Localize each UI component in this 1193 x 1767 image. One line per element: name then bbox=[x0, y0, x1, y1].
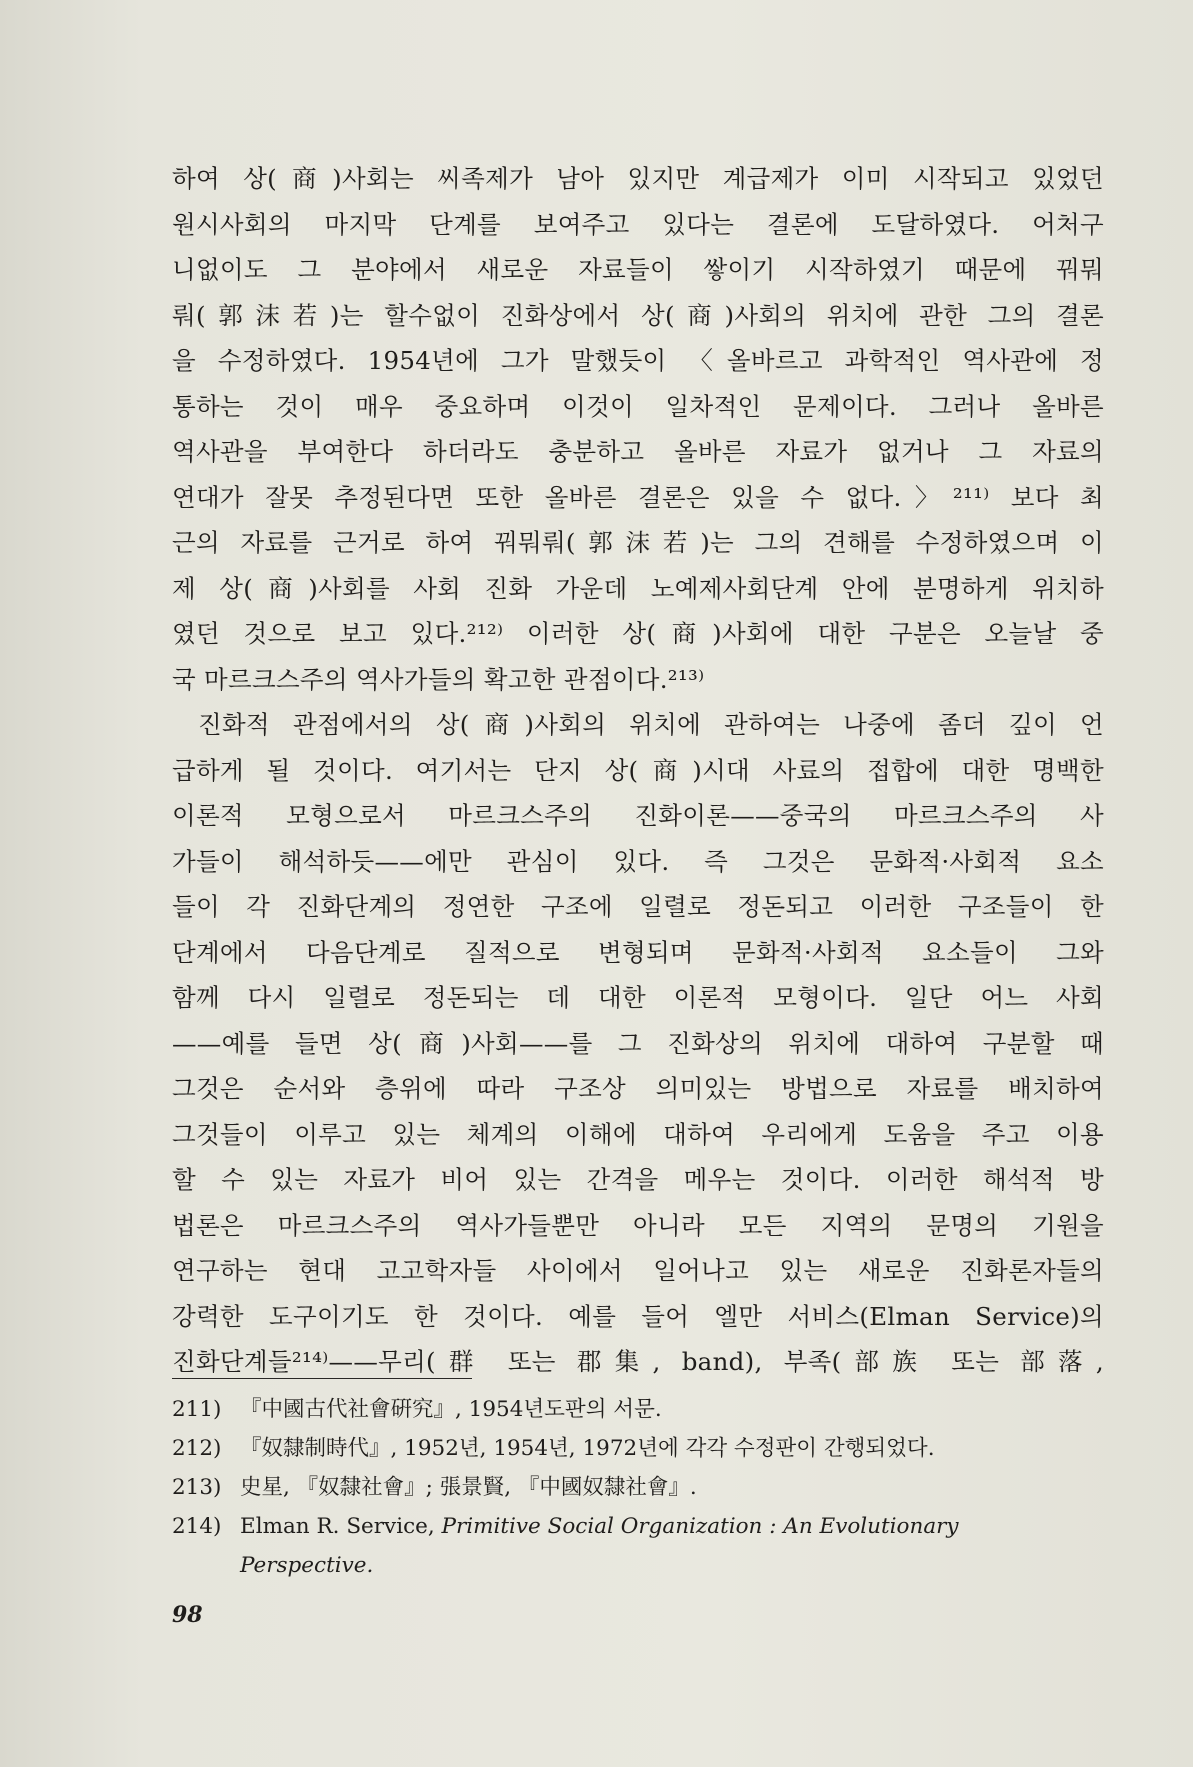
text-line: 단계에서 다음단계로 질적으로 변형되며 문화적·사회적 요소들이 그와 bbox=[172, 937, 1104, 967]
text-line: 들이 각 진화단계의 정연한 구조에 일렬로 정돈되고 이러한 구조들이 한 bbox=[172, 892, 1104, 921]
text-line: 국 마르크스주의 역사가들의 확고한 관점이다.²¹³⁾ bbox=[172, 664, 705, 694]
text-line: 할 수 있는 자료가 비어 있는 간격을 메우는 것이다. 이러한 해석적 방 bbox=[172, 1165, 1104, 1194]
text-line: 뤄(郭沫若)는 할수없이 진화상에서 상(商)사회의 위치에 관한 그의 결론 bbox=[172, 300, 1104, 330]
body-text bbox=[172, 156, 1104, 1385]
text-line: 그것들이 이루고 있는 체계의 이해에 대하여 우리에게 도움을 주고 이용 bbox=[172, 1119, 1104, 1149]
footnote-text: 『中國古代社會硏究』, 1954년도판의 서문. bbox=[240, 1397, 662, 1422]
footnote-text: 『奴隸制時代』, 1952년, 1954년, 1972년에 각각 수정판이 간행되었다. bbox=[240, 1436, 935, 1461]
footnotes bbox=[172, 1390, 1104, 1585]
footnote-214-continued: Perspective. bbox=[240, 1553, 374, 1578]
text-line: 을 수정하였다. 1954년에 그가 말했듯이 〈올바르고 과학적인 역사관에 정 bbox=[172, 346, 1104, 375]
text-line: 였던 것으로 보고 있다.²¹²⁾ 이러한 상(商)사회에 대한 구분은 오늘날 중 bbox=[172, 619, 1104, 648]
footnote-213 bbox=[172, 1468, 1104, 1507]
text-line: 진화적 관점에서의 상(商)사회의 위치에 관하여는 나중에 좀더 깊이 언 bbox=[198, 710, 1104, 739]
footnote-title: Primitive Social Organization : An Evolutionary bbox=[441, 1514, 959, 1539]
text-line: 그것은 순서와 층위에 따라 구조상 의미있는 방법으로 자료를 배치하여 bbox=[172, 1074, 1104, 1103]
text-line: 강력한 도구이기도 한 것이다. 예를 들어 엘만 서비스(Elman Service)의 bbox=[172, 1301, 1104, 1331]
text-line: 함께 다시 일렬로 정돈되는 데 대한 이론적 모형이다. 일단 어느 사회 bbox=[172, 983, 1104, 1012]
text-line: 통하는 것이 매우 중요하며 이것이 일차적인 문제이다. 그러나 올바른 bbox=[172, 391, 1104, 421]
text-line: 급하게 될 것이다. 여기서는 단지 상(商)시대 사료의 접합에 대한 명백한 bbox=[172, 755, 1104, 785]
footnote-number: 213) bbox=[172, 1475, 222, 1500]
footnote-number: 214) bbox=[172, 1514, 222, 1539]
text-line: 가들이 해석하듯——에만 관심이 있다. 즉 그것은 문화적·사회적 요소 bbox=[172, 846, 1104, 876]
page-number: 98 bbox=[172, 1602, 203, 1628]
text-line: 이론적 모형으로서 마르크스주의 진화이론——중국의 마르크스주의 사 bbox=[172, 801, 1104, 830]
text-line: 근의 자료를 근거로 하여 꿔뭐뤄(郭沫若)는 그의 견해를 수정하였으며 이 bbox=[172, 528, 1104, 557]
text-line: 제 상(商)사회를 사회 진화 가운데 노예제사회단계 안에 분명하게 위치하 bbox=[172, 573, 1104, 603]
text-line: 니없이도 그 분야에서 새로운 자료들이 쌓이기 시작하였기 때문에 꿔뭐 bbox=[172, 255, 1104, 284]
footnote-number: 211) bbox=[172, 1397, 222, 1422]
footnote-number: 212) bbox=[172, 1436, 222, 1461]
text-line: 진화단계들²¹⁴⁾——무리(群 또는 郡集, band), 부족(部族 또는 部落, bbox=[172, 1347, 1104, 1376]
text-line: ——예를 들면 상(商)사회——를 그 진화상의 위치에 대하여 구분할 때 bbox=[172, 1028, 1104, 1058]
text-line: 원시사회의 마지막 단계를 보여주고 있다는 결론에 도달하였다. 어처구 bbox=[172, 209, 1104, 239]
text-line: 법론은 마르크스주의 역사가들뿐만 아니라 모든 지역의 문명의 기원을 bbox=[172, 1210, 1104, 1240]
footnote-text: 史星, 『奴隸社會』; 張景賢, 『中國奴隸社會』. bbox=[240, 1475, 697, 1500]
text-line: 연구하는 현대 고고학자들 사이에서 일어나고 있는 새로운 진화론자들의 bbox=[172, 1256, 1104, 1285]
footnote-214 bbox=[172, 1507, 1104, 1546]
text-line: 연대가 잘못 추정된다면 또한 올바른 결론은 있을 수 없다.〉²¹¹⁾ 보다 최 bbox=[172, 482, 1104, 512]
footnote-author: Elman R. Service, bbox=[240, 1514, 442, 1539]
footnote-divider bbox=[172, 1378, 472, 1379]
text-line: 역사관을 부여한다 하더라도 충분하고 올바른 자료가 없거나 그 자료의 bbox=[172, 437, 1104, 466]
footnote-212 bbox=[172, 1429, 1104, 1468]
footnote-211 bbox=[172, 1390, 1104, 1429]
text-line: 하여 상(商)사회는 씨족제가 남아 있지만 계급제가 이미 시작되고 있었던 bbox=[172, 164, 1104, 193]
